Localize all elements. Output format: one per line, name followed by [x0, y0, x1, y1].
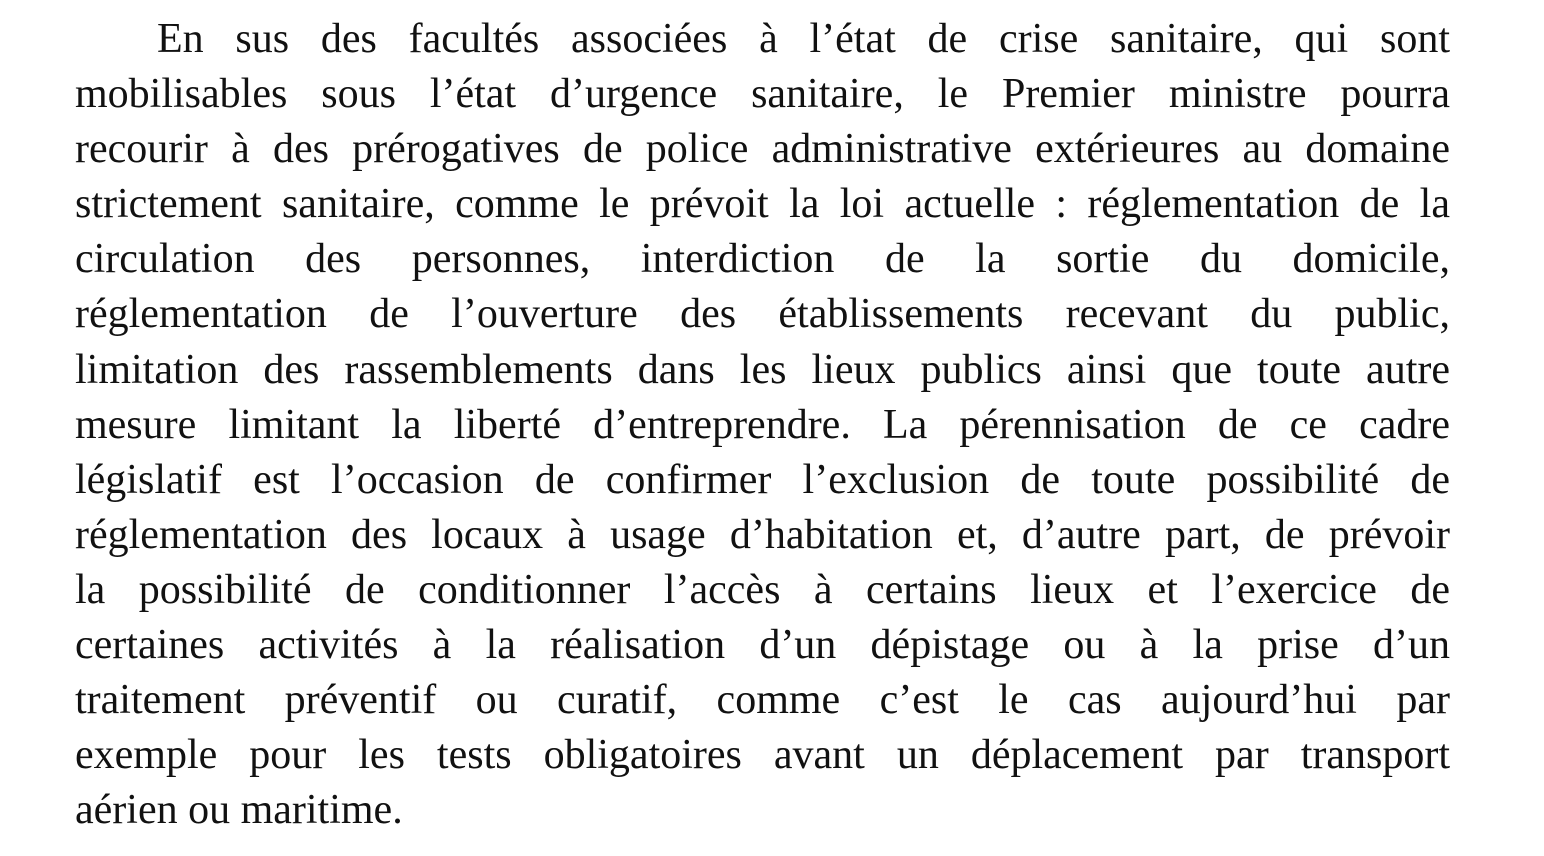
body-paragraph [75, 12, 1450, 838]
paragraph-line: la possibilité de conditionner l’accès à certains lieux et l’exercice de [75, 566, 1450, 613]
paragraph-line: certaines activités à la réalisation d’un dépistage ou à la prise d’un [75, 622, 1450, 669]
paragraph-line: mesure limitant la liberté d’entreprendre. La pérennisation de ce cadre [75, 401, 1450, 448]
paragraph-line: circulation des personnes, interdiction de la sortie du domicile, [75, 236, 1450, 283]
paragraph-line: traitement préventif ou curatif, comme c’est le cas aujourd’hui par [75, 677, 1450, 724]
paragraph-line: recourir à des prérogatives de police administrative extérieures au domaine [75, 126, 1450, 173]
paragraph-line: strictement sanitaire, comme le prévoit la loi actuelle : réglementation de la [75, 181, 1450, 228]
paragraph-line: aérien ou maritime. [75, 787, 403, 834]
paragraph-line: limitation des rassemblements dans les lieux publics ainsi que toute autre [75, 346, 1450, 393]
paragraph-line: réglementation de l’ouverture des établissements recevant du public, [75, 291, 1450, 338]
paragraph-line: mobilisables sous l’état d’urgence sanitaire, le Premier ministre pourra [75, 71, 1450, 118]
paragraph-line: En sus des facultés associées à l’état de crise sanitaire, qui sont [157, 16, 1450, 62]
paragraph-line: réglementation des locaux à usage d’habitation et, d’autre part, de prévoir [75, 511, 1450, 558]
paragraph-line: exemple pour les tests obligatoires avant un déplacement par transport [75, 732, 1450, 779]
paragraph-line: législatif est l’occasion de confirmer l’exclusion de toute possibilité de [75, 456, 1450, 503]
